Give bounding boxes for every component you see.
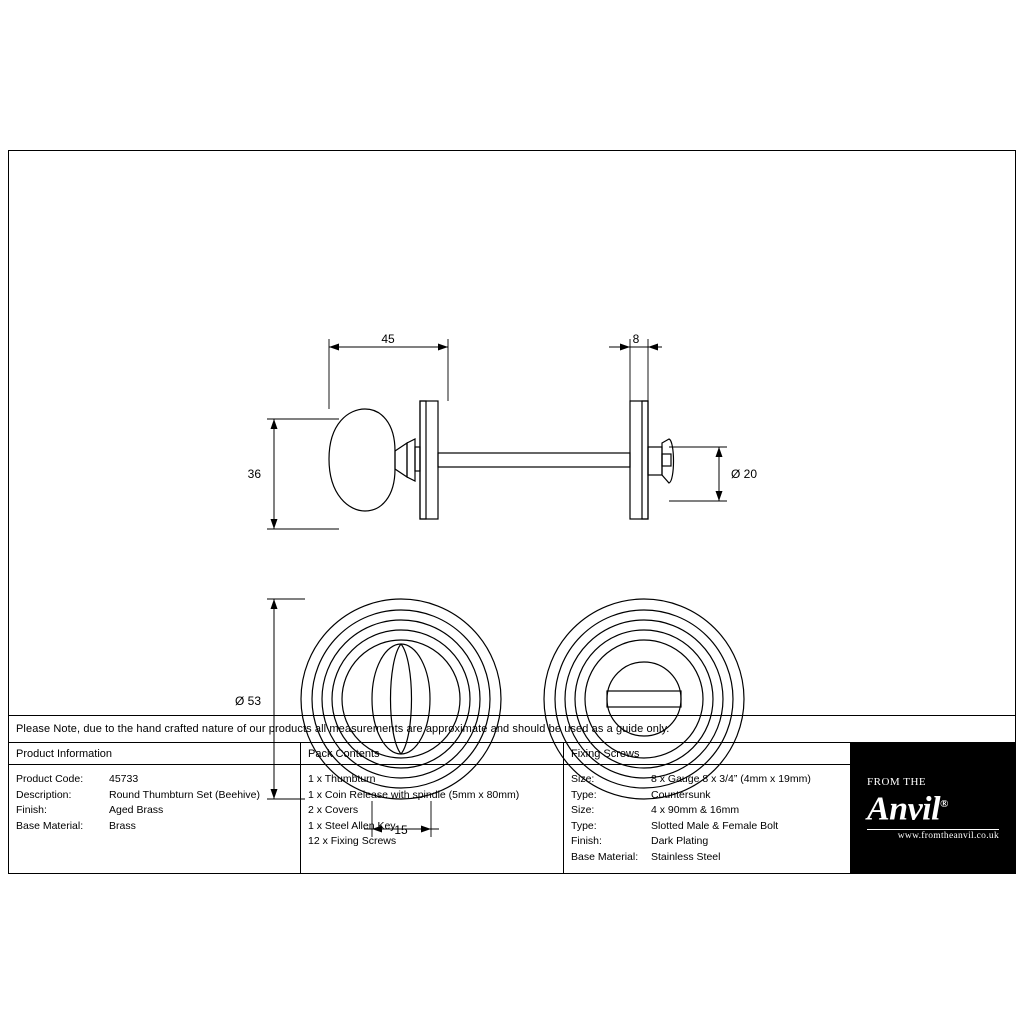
brand-logo-divider xyxy=(867,829,999,830)
pack-contents-item: 2 x Covers xyxy=(308,804,359,816)
fixing-type-value-2: Slotted Male & Female Bolt xyxy=(651,819,779,832)
brand-logo-url: www.fromtheanvil.co.uk xyxy=(897,830,999,841)
fixing-screws-row xyxy=(571,772,850,788)
fixing-screws-body xyxy=(564,765,850,865)
pack-contents-item: 1 x Coin Release with spindle (5mm x 80mm) xyxy=(308,788,520,801)
measurement-note-row xyxy=(9,715,1015,743)
technical-drawing-sheet xyxy=(8,150,1016,874)
fixing-screws-row xyxy=(571,834,850,850)
fixing-type-label-1: Type: xyxy=(571,788,597,801)
pack-contents-header: Pack Contents xyxy=(301,743,563,765)
fixing-screws-row xyxy=(571,850,850,866)
product-code-label: Product Code: xyxy=(16,773,84,785)
fixing-finish-label: Finish: xyxy=(571,835,602,847)
fixing-base-material-value: Stainless Steel xyxy=(651,850,721,863)
product-info-row xyxy=(16,803,300,819)
fixing-screws-row xyxy=(571,788,850,804)
description-label: Description: xyxy=(16,788,72,801)
fixing-type-label-2: Type: xyxy=(571,819,597,832)
information-table xyxy=(9,743,1015,874)
dimension-label-15: 15 xyxy=(394,823,408,837)
dimension-label-diameter-53: Ø 53 xyxy=(234,694,261,708)
brand-logo-panel xyxy=(851,743,1015,874)
product-info-row xyxy=(16,772,300,788)
product-information-body xyxy=(9,765,300,834)
fixing-screws-row xyxy=(571,803,850,819)
product-code-value: 45733 xyxy=(109,773,139,785)
pack-contents-column xyxy=(301,743,564,874)
product-information-header: Product Information xyxy=(9,743,300,765)
pack-contents-body xyxy=(301,765,563,850)
registered-trademark-icon: ® xyxy=(940,798,948,811)
fixing-size-label-2: Size: xyxy=(571,804,595,816)
fixing-type-value-1: Countersunk xyxy=(651,788,711,801)
base-material-label: Base Material: xyxy=(16,819,84,832)
fixing-size-value-2: 4 x 90mm & 16mm xyxy=(651,804,740,816)
pack-contents-item: 1 x Steel Allen Key xyxy=(308,819,396,832)
brand-logo-name xyxy=(867,786,999,827)
fixing-size-value-1: 8 x Gauge 8 x 3/4” (4mm x 19mm) xyxy=(651,773,811,785)
fixing-screws-column xyxy=(564,743,851,874)
fixing-finish-value: Dark Plating xyxy=(651,835,709,847)
product-info-row xyxy=(16,819,300,835)
dimension-label-diameter-20: Ø 20 xyxy=(731,467,758,481)
product-info-row xyxy=(16,788,300,804)
fixing-screws-header: Fixing Screws xyxy=(564,743,850,765)
fixing-size-label-1: Size: xyxy=(571,773,595,785)
fixing-base-material-label: Base Material: xyxy=(571,850,639,863)
dimension-label-36: 36 xyxy=(247,467,261,481)
dimension-label-8: 8 xyxy=(632,332,640,346)
brand-logo-wordmark: Anvil xyxy=(867,790,941,828)
base-material-value: Brass xyxy=(109,819,136,832)
finish-value: Aged Brass xyxy=(109,804,164,816)
dimension-label-45: 45 xyxy=(381,332,395,346)
product-information-column xyxy=(9,743,301,874)
pack-contents-item: 1 x Thumbturn xyxy=(308,773,376,785)
brand-logo-tagline: FROM THE xyxy=(867,776,927,789)
description-value: Round Thumbturn Set (Beehive) xyxy=(109,788,260,801)
brand-logo xyxy=(851,743,1015,874)
fixing-screws-row xyxy=(571,819,850,835)
finish-label: Finish: xyxy=(16,804,47,816)
pack-contents-item: 12 x Fixing Screws xyxy=(308,835,397,847)
measurement-note-text: Please Note, due to the hand crafted nature of our products all measurements are approximate and should be used as a guide only. xyxy=(16,723,670,735)
